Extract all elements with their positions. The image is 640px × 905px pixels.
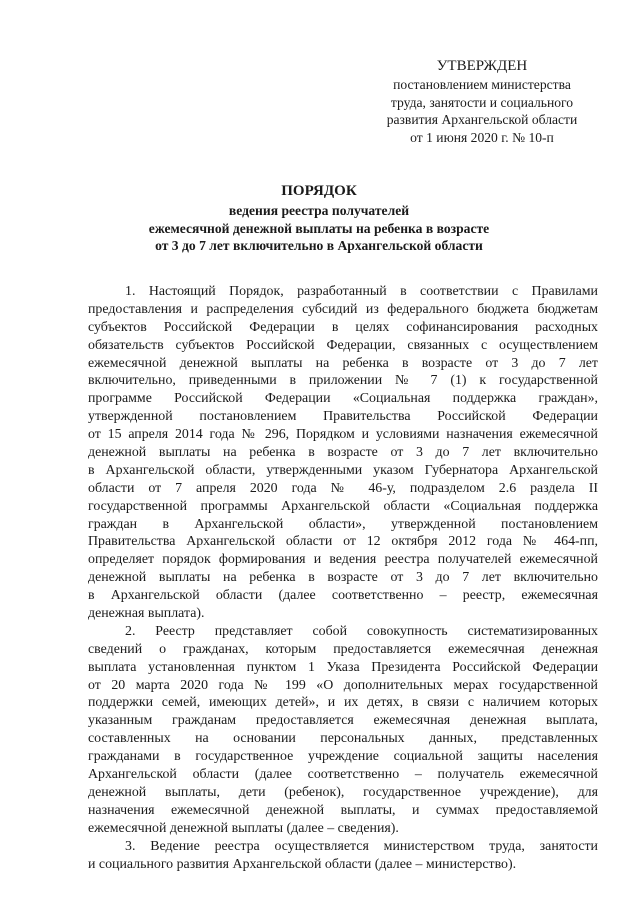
- paragraph-1-line: ежемесячной денежной выплаты на ребенка в возрасте от 3 до 7 лет: [88, 355, 598, 371]
- paragraph-2-line: ежемесячной денежной выплаты (далее – сведения).: [88, 820, 399, 836]
- paragraph-1-line: денежной выплаты на ребенка в возрасте от 3 до 7 лет включительно: [88, 445, 598, 461]
- title-line: ведения реестра получателей: [228, 202, 410, 218]
- paragraph-1-line: 1. Настоящий Порядок, разработанный в соответствии с Правилами: [125, 284, 598, 299]
- approval-line: от 1 июня 2020 г. № 10-п: [410, 129, 554, 145]
- paragraph-2-line: назначения ежемесячной денежной выплаты, и суммах предоставляемой: [88, 802, 598, 818]
- paragraph-2-line: 2. Реестр представляет собой совокупность систематизированных: [125, 623, 598, 639]
- paragraph-1-line: в Архангельской области, утвержденными указом Губернатора Архангельской: [88, 462, 598, 478]
- paragraph-2-line: Архангельской области (далее соответственно – получатель ежемесячной: [88, 767, 598, 783]
- paragraph-1-line: в Архангельской области (далее соответственно – реестр, ежемесячная: [88, 588, 598, 604]
- approval-heading: УТВЕРЖДЕН: [436, 58, 528, 74]
- paragraph-2-line: денежной выплаты, дети (ребенок), государственное учреждение), для: [88, 784, 598, 800]
- approval-block: [376, 58, 588, 146]
- paragraph-1-line: граждан в Архангельской области», утвержденной постановлением: [88, 516, 598, 532]
- paragraph-3-line: и социального развития Архангельской области (далее – министерство).: [88, 856, 517, 872]
- approval-line: постановлением министерства: [393, 77, 571, 93]
- paragraph-2-line: гражданами в государственное учреждение социальной защиты населения: [88, 749, 598, 765]
- paragraph-1-line: обязательств субъектов Российской Федерации, связанных с осуществлением: [88, 337, 598, 353]
- paragraph-1-line: субъектов Российской Федерации в целях софинансирования расходных: [88, 319, 598, 335]
- paragraph-1-line: включительно, приведенными в приложении № 7 (1) к государственной: [88, 373, 598, 389]
- paragraph-3-line: 3. Ведение реестра осуществляется министерством труда, занятости: [125, 838, 598, 854]
- approval-line: развития Архангельской области: [386, 112, 578, 128]
- title-line: ежемесячной денежной выплаты на ребенка в возрасте: [148, 220, 490, 236]
- paragraph-1-line: области от 7 апреля 2020 года № 46-у, подразделом 2.6 раздела II: [88, 480, 598, 496]
- document-title: [80, 183, 558, 255]
- title-main: ПОРЯДОК: [281, 183, 357, 199]
- paragraph-1-line: определяет порядок формирования и ведения реестра получателей ежемесячной: [88, 552, 598, 568]
- paragraph-2-line: сведений о гражданах, которым предоставляется ежемесячная денежная: [88, 641, 598, 657]
- approval-line: труда, занятости и социального: [390, 94, 574, 110]
- paragraph-2-line: указанным гражданам предоставляется ежемесячная денежная выплата,: [88, 713, 598, 729]
- document-body: [88, 283, 598, 873]
- paragraph-1-line: утвержденной постановлением Правительства Российской Федерации: [88, 409, 598, 425]
- paragraph-1-line: предоставления и распределения субсидий из федерального бюджета бюджетам: [88, 301, 598, 317]
- paragraph-1-line: государственной программы Архангельской области «Социальная поддержка: [88, 498, 598, 514]
- paragraph-1-line: программе Российской Федерации «Социальная поддержка граждан»,: [88, 391, 598, 407]
- paragraph-1-line: от 15 апреля 2014 года № 296, Порядком и условиями назначения ежемесячной: [88, 427, 598, 443]
- title-line: от 3 до 7 лет включительно в Архангельской области: [155, 238, 483, 254]
- paragraph-2-line: составленных на основании персональных данных, представленных: [88, 731, 598, 747]
- paragraph-1-line: денежная выплата).: [88, 606, 205, 622]
- paragraph-2-line: выплата установленная пунктом 1 Указа Президента Российской Федерации: [88, 659, 598, 675]
- paragraph-1-line: денежной выплаты на ребенка в возрасте от 3 до 7 лет включительно: [88, 570, 598, 586]
- paragraph-1-line: Правительства Архангельской области от 12 октября 2012 года № 464-пп,: [88, 534, 598, 550]
- paragraph-2-line: поддержки семей, имеющих детей», и их детях, в связи с наличием которых: [88, 695, 598, 711]
- paragraph-2-line: от 20 марта 2020 года № 199 «О дополнительных мерах государственной: [88, 677, 598, 693]
